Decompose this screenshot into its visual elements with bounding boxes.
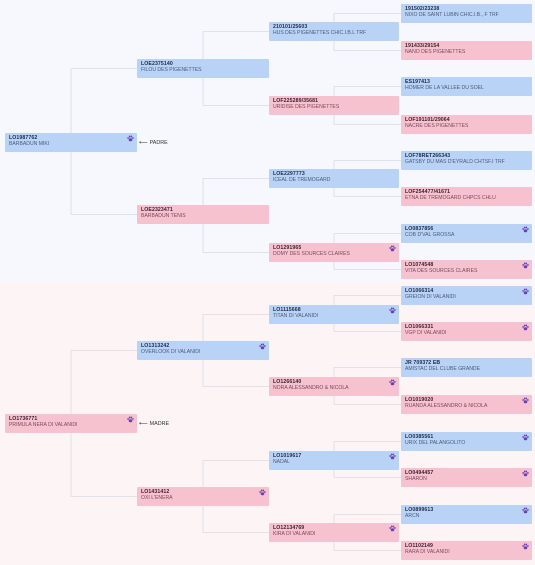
registration-number: ES197413 bbox=[405, 79, 431, 85]
dog-name: FILOU DES PIGENETTES bbox=[141, 67, 202, 74]
registration-number: JR 709372 EB bbox=[405, 360, 441, 366]
dog-name: TITAN DI VALANIDI bbox=[273, 313, 319, 320]
dog-name: COB D'VAL GROSSA bbox=[405, 232, 455, 239]
sire-card[interactable] bbox=[5, 133, 137, 152]
dog-name: AMISTAC DEL CLUBE GRANDE bbox=[405, 366, 481, 373]
paw-icon bbox=[522, 434, 529, 441]
dog-name: NIXO DE SAINT LUBIN CHIC.I.B., F TRF bbox=[405, 12, 499, 19]
dog-name: ICEAL DE TREMOGARD bbox=[273, 177, 331, 184]
registration-number: LO1019020 bbox=[405, 397, 434, 403]
sire-card[interactable] bbox=[401, 505, 532, 524]
dog-name: KIRA DI VALANIDI bbox=[273, 531, 316, 538]
dog-name: HOMER DE LA VALLEE DU SOEL bbox=[405, 85, 484, 92]
registration-number: LOF191101/29064 bbox=[405, 117, 450, 123]
dog-name: PRIMULA NERA DI VALANIDI bbox=[9, 422, 78, 429]
dam-card[interactable] bbox=[401, 41, 532, 60]
dog-name: DOMY DES SOURCES CLAIRES bbox=[273, 251, 350, 258]
paw-icon bbox=[522, 470, 529, 477]
registration-number: LOE2375140 bbox=[141, 61, 173, 67]
paw-icon bbox=[522, 397, 529, 404]
dam-card[interactable] bbox=[401, 115, 532, 134]
sire-card[interactable] bbox=[401, 4, 532, 23]
paw-icon bbox=[259, 489, 266, 496]
arrow-left-icon: ⟵ bbox=[139, 140, 148, 146]
registration-number: LO0837856 bbox=[405, 226, 434, 232]
dog-name: VITA DES SOURCES CLAIRES bbox=[405, 268, 478, 275]
paw-icon bbox=[389, 379, 396, 386]
sire-card[interactable] bbox=[401, 286, 532, 305]
dam-card[interactable] bbox=[5, 414, 137, 433]
sire-card[interactable] bbox=[401, 224, 532, 243]
registration-number: LOF225289/35681 bbox=[273, 98, 319, 104]
dog-name: GATSBY DU MAS D'EYRALD CHTSF.I TRF bbox=[405, 159, 505, 166]
dam-card[interactable] bbox=[401, 395, 532, 414]
registration-number: LO1431412 bbox=[141, 489, 170, 495]
registration-number: 210101/25603 bbox=[273, 24, 308, 30]
sire-card[interactable] bbox=[401, 151, 532, 170]
dog-name: NORA ALESSANDRO & NICOLA bbox=[273, 385, 349, 392]
paw-icon bbox=[389, 525, 396, 532]
paw-icon bbox=[522, 324, 529, 331]
dog-name: BARBADUN TENIS bbox=[141, 213, 186, 220]
sire-card[interactable] bbox=[137, 341, 269, 360]
registration-number: LOE2323471 bbox=[141, 207, 173, 213]
registration-number: LO1987762 bbox=[9, 135, 38, 141]
dog-name: RUANDA ALESSANDRO & NICOLA bbox=[405, 403, 488, 410]
dog-name: NANO DES PIGENETTES bbox=[405, 49, 466, 56]
dam-card[interactable] bbox=[269, 243, 399, 262]
sire-card[interactable] bbox=[401, 77, 532, 96]
sire-card[interactable] bbox=[401, 432, 532, 451]
sire-card[interactable] bbox=[269, 451, 399, 470]
registration-number: LO0899613 bbox=[405, 507, 434, 513]
dog-name: ETNA DE TREMOGARD CHPCS CHLU bbox=[405, 195, 496, 202]
registration-number: LO12134769 bbox=[273, 525, 305, 531]
registration-number: LO1066331 bbox=[405, 324, 434, 330]
father-label: ⟵ PADRE bbox=[139, 139, 168, 146]
registration-number: LO1102149 bbox=[405, 543, 434, 549]
registration-number: LO0494457 bbox=[405, 470, 434, 476]
paw-icon bbox=[389, 245, 396, 252]
registration-number: LOF78RET266343 bbox=[405, 153, 451, 159]
dam-card[interactable] bbox=[401, 322, 532, 341]
dam-card[interactable] bbox=[137, 487, 269, 506]
dam-card[interactable] bbox=[137, 205, 269, 224]
registration-number: 191433/29154 bbox=[405, 43, 440, 49]
dam-card[interactable] bbox=[401, 468, 532, 487]
dog-name: SHARON bbox=[405, 476, 427, 483]
arrow-left-icon: ⟵ bbox=[139, 421, 148, 427]
registration-number: LO1266140 bbox=[273, 379, 302, 385]
sire-card[interactable] bbox=[269, 169, 399, 188]
dog-name: VGP DI VALANIDI bbox=[405, 330, 447, 337]
registration-number: LO1074548 bbox=[405, 262, 434, 268]
registration-number: LO1066314 bbox=[405, 288, 434, 294]
sire-card[interactable] bbox=[269, 22, 399, 41]
dog-name: HUS DES PIGENETTES CHIC.I.B.L TRF bbox=[273, 30, 367, 37]
sire-card[interactable] bbox=[401, 358, 532, 377]
registration-number: LO1019617 bbox=[273, 453, 302, 459]
paw-icon bbox=[127, 416, 134, 423]
dog-name: NADAL bbox=[273, 459, 290, 466]
registration-number: LOF254477/41671 bbox=[405, 189, 451, 195]
registration-number: 191502/23238 bbox=[405, 6, 440, 12]
sire-card[interactable] bbox=[137, 59, 269, 78]
dam-card[interactable] bbox=[401, 260, 532, 279]
paw-icon bbox=[389, 453, 396, 460]
dog-name: GREION DI VALANIDI bbox=[405, 294, 456, 301]
registration-number: LO1115668 bbox=[273, 307, 301, 313]
dog-name: OVERLOOK DI VALANIDI bbox=[141, 349, 201, 356]
dam-card[interactable] bbox=[269, 523, 399, 542]
dog-name: BARBADUN MIKI bbox=[9, 141, 50, 148]
dog-name: OXI L'ENERA bbox=[141, 495, 173, 502]
registration-number: LO1736771 bbox=[9, 416, 38, 422]
paw-icon bbox=[127, 135, 134, 142]
paw-icon bbox=[522, 543, 529, 550]
paw-icon bbox=[259, 343, 266, 350]
registration-number: LO1291965 bbox=[273, 245, 302, 251]
mother-label: ⟵ MADRE bbox=[139, 420, 170, 427]
dam-card[interactable] bbox=[269, 96, 399, 115]
dog-name: URIX DEL PALANGOLITO bbox=[405, 440, 466, 447]
registration-number: LO0385561 bbox=[405, 434, 434, 440]
paw-icon bbox=[389, 307, 396, 314]
dog-name: RARA DI VALANIDI bbox=[405, 549, 450, 556]
dam-card[interactable] bbox=[401, 541, 532, 560]
dog-name: NACRE DES PIGENETTES bbox=[405, 123, 469, 130]
paw-icon bbox=[522, 288, 529, 295]
paw-icon bbox=[522, 226, 529, 233]
dam-card[interactable] bbox=[269, 377, 399, 396]
paw-icon bbox=[522, 507, 529, 514]
registration-number: LOE2297773 bbox=[273, 171, 305, 177]
dog-name: ARCN bbox=[405, 513, 420, 520]
registration-number: LO1313242 bbox=[141, 343, 170, 349]
sire-card[interactable] bbox=[269, 305, 399, 324]
paw-icon bbox=[522, 262, 529, 269]
dog-name: URIDISE DES PIGENETTES bbox=[273, 104, 340, 111]
dam-card[interactable] bbox=[401, 187, 532, 206]
